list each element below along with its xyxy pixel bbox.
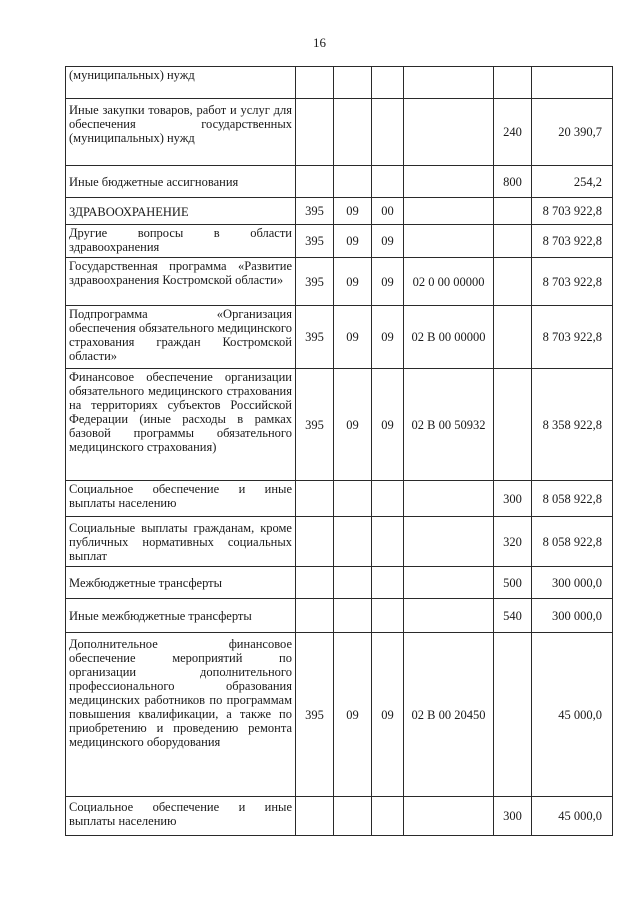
row-cs xyxy=(404,567,494,599)
table-row xyxy=(66,567,613,599)
row-gr xyxy=(296,797,334,836)
row-pr xyxy=(372,567,404,599)
row-name: ЗДРАВООХРАНЕНИЕ xyxy=(66,198,296,225)
row-rz: 09 xyxy=(334,306,372,369)
row-pr xyxy=(372,67,404,99)
row-rz xyxy=(334,99,372,166)
row-rz xyxy=(334,567,372,599)
row-name: Иные межбюджетные трансферты xyxy=(66,599,296,633)
row-vr: 500 xyxy=(494,567,532,599)
row-name: Социальное обеспечение и иные выплаты населению xyxy=(66,481,296,517)
row-vr: 300 xyxy=(494,481,532,517)
row-name: Социальное обеспечение и иные выплаты населению xyxy=(66,797,296,836)
row-gr: 395 xyxy=(296,225,334,258)
row-cs: 02 0 00 00000 xyxy=(404,258,494,306)
row-rz xyxy=(334,166,372,198)
row-vr xyxy=(494,369,532,481)
row-sum: 300 000,0 xyxy=(532,567,613,599)
row-gr xyxy=(296,481,334,517)
table-row xyxy=(66,797,613,836)
table-row xyxy=(66,369,613,481)
row-cs: 02 В 00 00000 xyxy=(404,306,494,369)
row-pr: 09 xyxy=(372,225,404,258)
row-vr xyxy=(494,633,532,797)
row-vr: 320 xyxy=(494,517,532,567)
table-row xyxy=(66,599,613,633)
row-sum: 8 703 922,8 xyxy=(532,306,613,369)
row-cs xyxy=(404,67,494,99)
budget-table xyxy=(65,66,613,836)
row-cs: 02 В 00 20450 xyxy=(404,633,494,797)
row-cs xyxy=(404,481,494,517)
row-gr xyxy=(296,67,334,99)
row-gr xyxy=(296,599,334,633)
row-pr: 09 xyxy=(372,369,404,481)
row-pr xyxy=(372,517,404,567)
table-row xyxy=(66,258,613,306)
row-pr xyxy=(372,599,404,633)
table-row xyxy=(66,198,613,225)
row-rz xyxy=(334,67,372,99)
row-vr: 540 xyxy=(494,599,532,633)
row-vr xyxy=(494,306,532,369)
row-name: Дополнительное финансовое обеспечение мероприятий по организации дополнительного профессионального образования медицинских работников по программам повышения квалификации, а также по приобретению и проведению ремонта медицинского оборудования xyxy=(66,633,296,797)
row-name: Межбюджетные трансферты xyxy=(66,567,296,599)
row-sum: 254,2 xyxy=(532,166,613,198)
row-vr xyxy=(494,67,532,99)
row-gr xyxy=(296,99,334,166)
row-name: Государственная программа «Развитие здравоохранения Костромской области» xyxy=(66,258,296,306)
row-gr: 395 xyxy=(296,369,334,481)
row-cs xyxy=(404,599,494,633)
row-gr: 395 xyxy=(296,306,334,369)
row-sum: 45 000,0 xyxy=(532,797,613,836)
row-vr xyxy=(494,225,532,258)
row-rz: 09 xyxy=(334,198,372,225)
page-number: 16 xyxy=(313,35,326,50)
row-cs xyxy=(404,99,494,166)
row-name: Социальные выплаты гражданам, кроме публичных нормативных социальных выплат xyxy=(66,517,296,567)
row-gr: 395 xyxy=(296,198,334,225)
row-sum: 8 703 922,8 xyxy=(532,225,613,258)
row-name: Иные закупки товаров, работ и услуг для обеспечения государственных (муниципальных) нужд xyxy=(66,99,296,166)
row-pr xyxy=(372,481,404,517)
row-sum: 45 000,0 xyxy=(532,633,613,797)
row-rz: 09 xyxy=(334,369,372,481)
table-row xyxy=(66,481,613,517)
row-sum: 20 390,7 xyxy=(532,99,613,166)
row-pr xyxy=(372,797,404,836)
row-vr: 240 xyxy=(494,99,532,166)
row-sum: 8 703 922,8 xyxy=(532,258,613,306)
row-cs xyxy=(404,225,494,258)
row-sum xyxy=(532,67,613,99)
row-vr xyxy=(494,258,532,306)
row-cs xyxy=(404,166,494,198)
row-cs: 02 В 00 50932 xyxy=(404,369,494,481)
table-row xyxy=(66,517,613,567)
row-gr: 395 xyxy=(296,258,334,306)
row-name: Иные бюджетные ассигнования xyxy=(66,166,296,198)
row-rz: 09 xyxy=(334,633,372,797)
row-name: (муниципальных) нужд xyxy=(66,67,296,99)
row-cs xyxy=(404,797,494,836)
row-gr: 395 xyxy=(296,633,334,797)
row-cs xyxy=(404,198,494,225)
row-sum: 8 703 922,8 xyxy=(532,198,613,225)
row-name: Другие вопросы в области здравоохранения xyxy=(66,225,296,258)
row-pr: 09 xyxy=(372,258,404,306)
row-pr xyxy=(372,166,404,198)
row-pr xyxy=(372,99,404,166)
row-vr: 300 xyxy=(494,797,532,836)
table-row xyxy=(66,99,613,166)
row-name: Финансовое обеспечение организации обязательного медицинского страхования на территориях субъектов Российской Федерации (иные расходы в рамках базовой программы обязательного медицинского страхования) xyxy=(66,369,296,481)
row-rz xyxy=(334,517,372,567)
row-vr: 800 xyxy=(494,166,532,198)
row-sum: 8 058 922,8 xyxy=(532,481,613,517)
row-gr xyxy=(296,166,334,198)
row-rz xyxy=(334,599,372,633)
row-sum: 300 000,0 xyxy=(532,599,613,633)
row-pr: 00 xyxy=(372,198,404,225)
row-name: Подпрограмма «Организация обеспечения обязательного медицинского страхования граждан Костромской области» xyxy=(66,306,296,369)
row-vr xyxy=(494,198,532,225)
row-pr: 09 xyxy=(372,633,404,797)
row-sum: 8 358 922,8 xyxy=(532,369,613,481)
row-sum: 8 058 922,8 xyxy=(532,517,613,567)
row-pr: 09 xyxy=(372,306,404,369)
table-row xyxy=(66,225,613,258)
table-row xyxy=(66,166,613,198)
row-rz: 09 xyxy=(334,258,372,306)
row-rz xyxy=(334,797,372,836)
table-row xyxy=(66,67,613,99)
row-rz xyxy=(334,481,372,517)
row-gr xyxy=(296,567,334,599)
table-row xyxy=(66,633,613,797)
table-row xyxy=(66,306,613,369)
row-gr xyxy=(296,517,334,567)
row-cs xyxy=(404,517,494,567)
row-rz: 09 xyxy=(334,225,372,258)
